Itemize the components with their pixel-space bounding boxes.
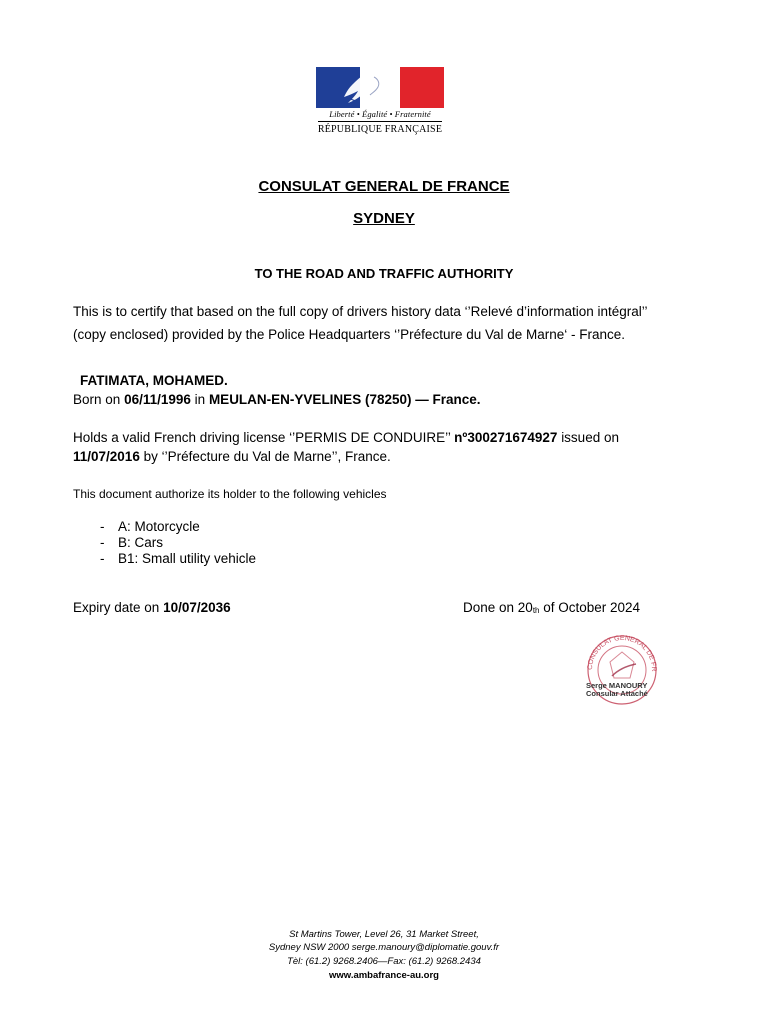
category-a: A: Motorcycle <box>118 519 200 534</box>
license-number: nº300271674927 <box>454 430 558 445</box>
license-prefix: Holds a valid French driving license ‘’PERMIS DE CONDUIRE’’ <box>73 430 451 445</box>
authorize-text: This document authorize its holder to the following vehicles <box>73 487 387 501</box>
done-prefix: Done on 20 <box>463 600 533 615</box>
issued-on: issued on <box>561 430 619 445</box>
stamp-signer-name: Serge MANOURY <box>586 681 648 690</box>
holder-name: FATIMATA, MOHAMED. <box>80 373 228 388</box>
expiry-date: 10/07/2036 <box>163 600 231 615</box>
consular-stamp <box>582 632 662 706</box>
born-prefix: Born on <box>73 392 121 407</box>
category-b: B: Cars <box>118 535 164 550</box>
footer-address-2: Sydney NSW 2000 serge.manoury@diplomatie.gouv.fr <box>268 942 500 953</box>
done-ordinal: th <box>532 606 540 615</box>
issue-date: 11/07/2016 <box>73 449 140 464</box>
certify-line-1: This is to certify that based on the full copy of drivers history data ‘’Relevé d’information intégral’’ <box>73 304 648 319</box>
birth-date: 06/11/1996 <box>124 392 191 407</box>
list-item: - A: Motorcycle <box>100 519 200 534</box>
certify-line-2: (copy enclosed) provided by the Police Headquarters ‘’Préfecture du Val de Marne‘ - France. <box>73 327 626 342</box>
logo-republic-text: RÉPUBLIQUE FRANÇAISE <box>317 124 443 135</box>
logo-divider <box>318 121 442 122</box>
consulate-city: SYDNEY <box>353 210 415 227</box>
stamp-signer-title: Consular Attaché <box>586 689 648 698</box>
license-line-2 <box>73 449 391 464</box>
born-in: in <box>194 392 206 407</box>
svg-text:CONSULAT GENERAL DE FRANCE A S: CONSULAT GENERAL DE FR <box>586 634 658 672</box>
list-item: - B: Cars <box>100 535 164 550</box>
expiry-line <box>73 600 231 615</box>
expiry-prefix: Expiry date on <box>73 600 160 615</box>
footer-address-1: St Martins Tower, Level 26, 31 Market Street, <box>289 929 479 940</box>
recipient-heading: TO THE ROAD AND TRAFFIC AUTHORITY <box>254 266 514 281</box>
republique-francaise-logo <box>316 67 444 139</box>
footer-website-link[interactable]: www.ambafrance-au.org <box>329 970 439 981</box>
birth-line <box>73 392 481 407</box>
consulate-title: CONSULAT GENERAL DE FRANCE <box>258 178 510 195</box>
category-b1: B1: Small utility vehicle <box>118 551 257 566</box>
footer-phone: Tèl: (61.2) 9268.2406—Fax: (61.2) 9268.2434 <box>287 956 481 967</box>
list-item: - B1: Small utility vehicle <box>100 551 257 566</box>
marianne-flag-icon <box>316 67 444 108</box>
issued-by: by ‘’Préfecture du Val de Marne’’, France. <box>143 449 391 464</box>
license-line-1 <box>73 430 619 445</box>
consular-seal-icon <box>582 632 662 706</box>
logo-motto: Liberté • Égalité • Fraternité <box>329 109 431 119</box>
birth-place: MEULAN-EN-YVELINES (78250) — France. <box>208 392 481 407</box>
done-line <box>463 600 640 615</box>
done-rest: of October 2024 <box>543 600 641 615</box>
